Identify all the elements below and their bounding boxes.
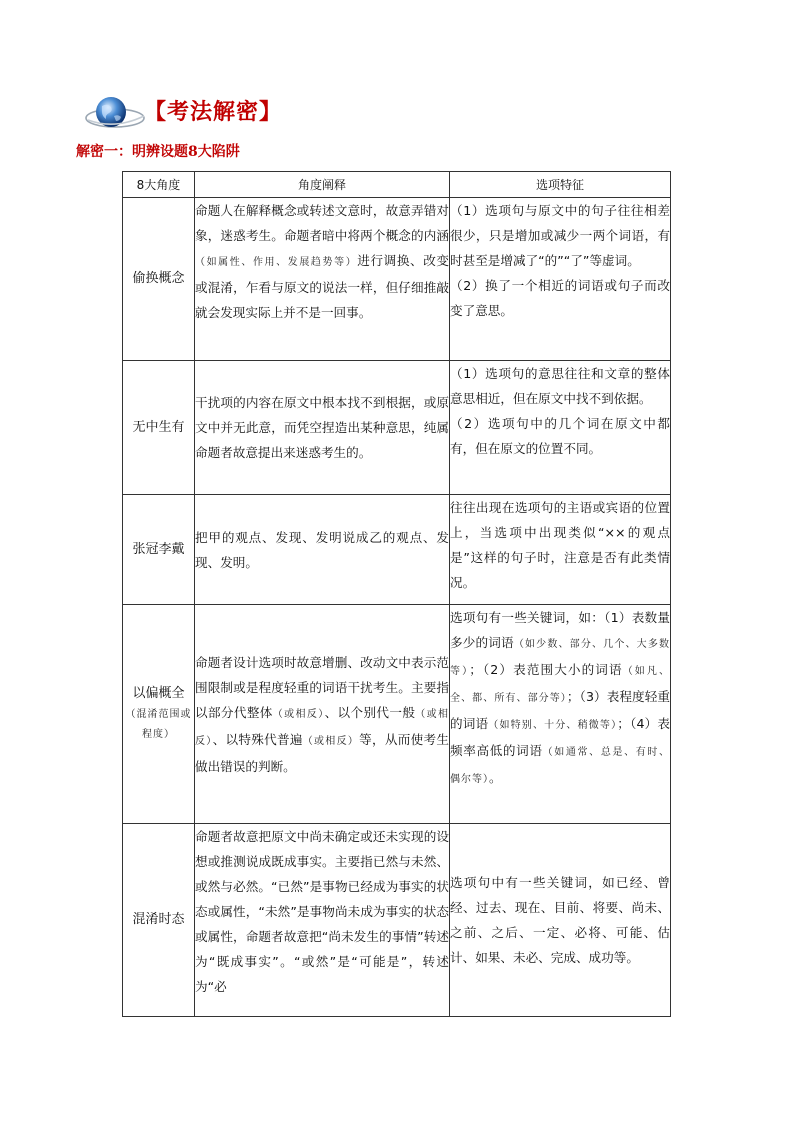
features-cell: 往往出现在选项句的主语或宾语的位置上，当选项中出现类似“××的观点是”这样的句子时，注意是否有此类情况。 [450, 495, 671, 605]
features-cell: 选项句中有一些关键词，如已经、曾经、过去、现在、目前、将要、尚未、之前、之后、一定、必将、可能、估计、如果、未必、完成、成功等。 [450, 824, 671, 1017]
table-row [123, 198, 671, 361]
column-header: 选项特征 [450, 172, 671, 198]
section-header [84, 92, 404, 134]
explanation-cell: 干扰项的内容在原文中根本找不到根据，或原文中并无此意，而凭空捏造出某种意思，纯属命题者故意提出来迷惑考生的。 [195, 361, 450, 495]
traps-table [122, 171, 671, 1017]
explanation-cell: 把甲的观点、发现、发明说成乙的观点、发现、发明。 [195, 495, 450, 605]
table-row [123, 605, 671, 824]
explanation-cell: 命题者设计选项时故意增删、改动文中表示范围限制或是程度轻重的词语干扰考生。主要指以部分代整体（或相反）、以个别代一般（或相反）、以特殊代普遍（或相反）等，从而使考生做出错误的判断。 [195, 605, 450, 824]
table-row [123, 824, 671, 1017]
angle-cell: 以偏概全 （混淆范围或程度） [123, 605, 195, 824]
page-title: 【考法解密】 [144, 99, 283, 125]
explanation-cell: 命题者故意把原文中尚未确定或还未实现的设想或推测说成既成事实。主要指已然与未然、或然与必然。“已然”是事物已经成为事实的状态或属性，“未然”是事物尚未成为事实的状态或属性，命题者故意把“尚未发生的事情”转述为“既成事实”。“或然”是“可能是”，转述为“必 [195, 824, 450, 1017]
features-cell: 选项句有一些关键词，如：（1）表数量多少的词语（如少数、部分、几个、大多数等）；（2）表范围大小的词语（如凡、全、都、所有、部分等）；（3）表程度轻重的词语（如特别、十分、稍微等）；（4）表频率高低的词语（如通常、总是、有时、偶尔等）。 [450, 605, 671, 824]
features-cell: （1）选项句与原文中的句子往往相差很少，只是增加或减少一两个词语，有时甚至是增减了“的”“了”等虚词。 （2）换了一个相近的词语或句子而改变了意思。 [450, 198, 671, 361]
explanation-cell: 命题人在解释概念或转述文意时，故意弄错对象，迷惑考生。命题者暗中将两个概念的内涵（如属性、作用、发展趋势等）进行调换、改变或混淆，乍看与原文的说法一样，但仔细推敲就会发现实际上并不是一回事。 [195, 198, 450, 361]
angle-cell: 无中生有 [123, 361, 195, 495]
angle-cell: 偷换概念 [123, 198, 195, 361]
column-header: 8大角度 [123, 172, 195, 198]
angle-cell: 混淆时态 [123, 824, 195, 1017]
column-header: 角度阐释 [195, 172, 450, 198]
section-subtitle: 解密一：明辨设题8大陷阱 [76, 144, 240, 160]
table-row [123, 495, 671, 605]
table-header-row [123, 172, 671, 198]
table-row [123, 361, 671, 495]
angle-cell: 张冠李戴 [123, 495, 195, 605]
features-cell: （1）选项句的意思往往和文章的整体意思相近，但在原文中找不到依据。 （2）选项句中的几个词在原文中都有，但在原文的位置不同。 [450, 361, 671, 495]
globe-icon [84, 94, 146, 132]
